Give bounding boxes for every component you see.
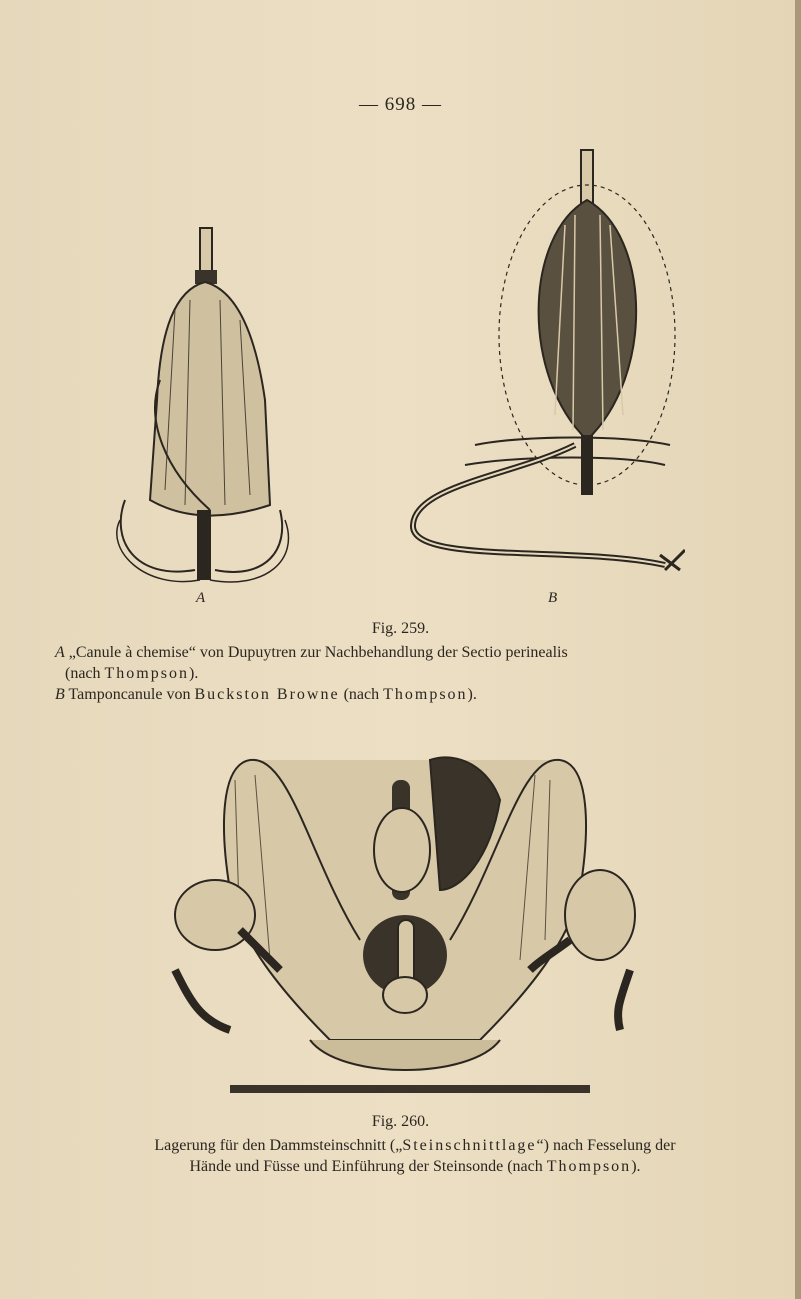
caption-a-line2-name: Thompson — [104, 665, 189, 682]
figure-260-illustration — [160, 740, 650, 1110]
figure-259-b-illustration — [395, 145, 685, 595]
caption-b-name2: Thompson — [383, 686, 468, 703]
caption-a-name: Dupuytren — [227, 644, 297, 661]
page-number: — 698 — — [359, 94, 442, 115]
figure-259-a-label: A — [196, 590, 206, 606]
figure-259-a-illustration — [105, 220, 305, 590]
caption-b-text-2: (nach — [339, 686, 384, 703]
caption-a-letter: A — [55, 644, 65, 661]
caption-260-line2-post: ). — [631, 1158, 641, 1175]
caption-b-text-1: Tamponcanule von — [64, 686, 195, 703]
page-edge-shadow — [795, 0, 801, 1299]
caption-line-a2 — [55, 663, 775, 684]
figure-260-caption — [55, 1135, 775, 1177]
caption-260-line2-name: Thompson — [546, 1158, 632, 1175]
caption-a-line2-post: ). — [188, 665, 199, 682]
caption-a-line2-pre: (nach — [65, 665, 105, 682]
caption-line-a1 — [55, 642, 775, 663]
caption-b-name: Buckston Browne — [194, 686, 340, 703]
caption-b-letter: B — [55, 686, 65, 703]
caption-260-spaced-term: Steinschnittlage — [402, 1137, 537, 1154]
caption-260-line1-post: “) nach Fesselung der — [536, 1137, 676, 1154]
caption-260-line1-pre: Lagerung für den Dammsteinschnitt („ — [154, 1137, 403, 1154]
caption-260-line-1 — [55, 1135, 775, 1156]
figure-259-title: Fig. 259. — [371, 620, 430, 637]
figure-260-title: Fig. 260. — [371, 1113, 430, 1130]
caption-b-text-3: ). — [467, 686, 477, 703]
figure-259-b-label: B — [548, 590, 558, 606]
caption-line-b — [55, 684, 775, 705]
caption-260-line-2 — [55, 1156, 775, 1177]
figure-259-caption — [55, 642, 775, 705]
caption-260-line2-pre: Hände und Füsse und Einführung der Steinsonde (nach — [189, 1158, 547, 1175]
caption-a-text-1: „Canule à chemise“ von — [68, 644, 228, 661]
caption-a-text-2: zur Nachbehandlung der Sectio perinealis — [296, 644, 568, 661]
